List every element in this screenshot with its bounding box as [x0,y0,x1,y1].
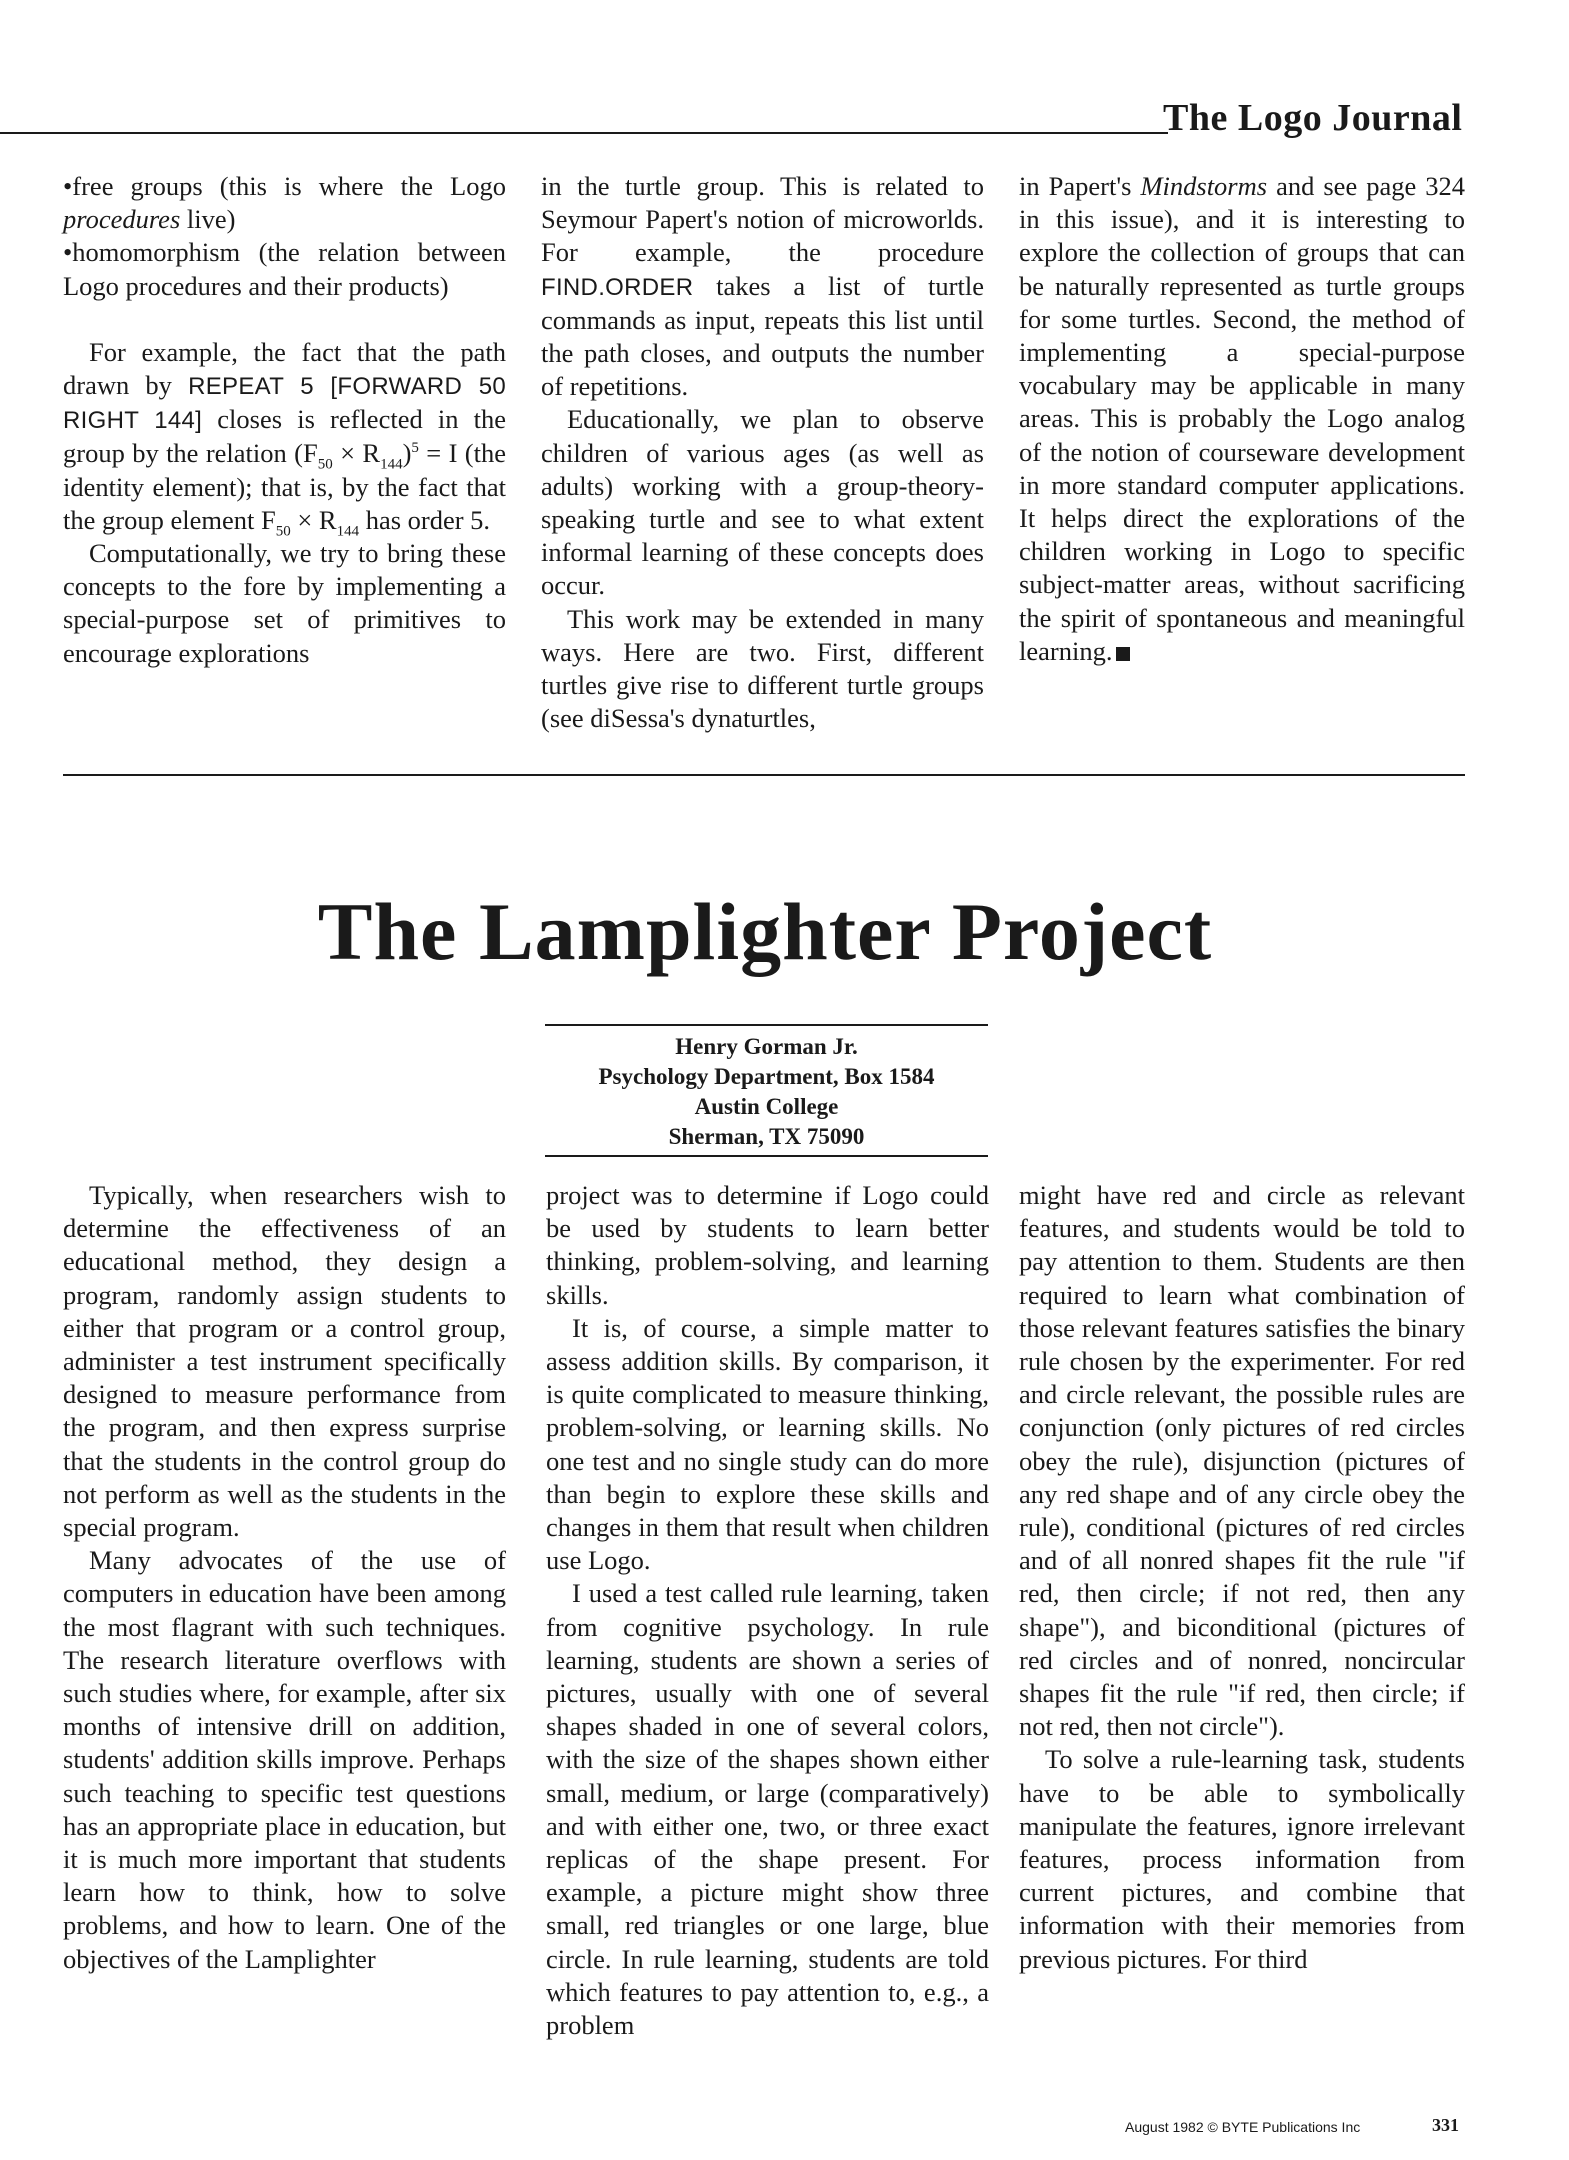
author-location: Sherman, TX 75090 [668,1124,865,1149]
bullet-homomorphism: •homomorphism (the relation between Logo procedures and their products) [63,237,506,301]
paragraph-solve-task: To solve a rule-learning task, students have to be able to symbolically manipulate the features, ignore irrelevant features, process information from current pictures, and combine that information with their memories from previous pictures. For third [1019,1744,1465,1974]
paragraph-typically: Typically, when researchers wish to determine the effectiveness of an educational method, they design a program, randomly assign students to either that program or a control group, administer a test instrument specifically designed to measure performance from the program, and then express surprise that the students in the control group do not perform as well as the students in the special program. [63,1180,506,1543]
bullet-free-groups: •free groups (this is where the Logo procedures live) [63,171,506,235]
paragraph-example: For example, the fact that the path drawn by REPEAT 5 [FORWARD 50 RIGHT 144] closes is reflected in the group by the relation $(F_{50} \times R_{144})^5 = I$ (the identity element); that is, by the fact that the group element $F_{50} \times R_{144}$ has order 5. [63,336,506,540]
byline-rule-top [545,1024,988,1026]
author-name: Henry Gorman Jr. [675,1034,858,1059]
paragraph-computationally: Computationally, we try to bring these concepts to the fore by implementing a special-purpose set of primitives to encourage explorations [63,538,506,668]
author-institution: Austin College [694,1094,839,1119]
top-column-2 [541,170,984,735]
bottom-column-3 [1019,1179,1465,1976]
bottom-column-1 [63,1179,506,1976]
paragraph-rule-learning: I used a test called rule learning, taken from cognitive psychology. In rule learning, students are shown a series of pictures, usually with one of several shapes shaded in one of several colors, with the size of the shapes shown either small, medium, or large (comparatively) and with either one, two, or three exact replicas of the shape present. For example, a picture might show three small, red triangles or one large, blue circle. In rule learning, students are told which features to pay attention to, e.g., a problem [546,1578,989,2041]
end-mark-icon [1116,647,1130,661]
paragraph-extended: This work may be extended in many ways. Here are two. First, different turtles give rise to different turtle groups (see diSessa's dynaturtles, [541,603,984,734]
section-divider [63,774,1465,776]
footer-credit: August 1982 © BYTE Publications Inc [1125,2119,1361,2135]
bottom-column-2 [546,1179,989,2042]
page-number: 331 [1432,2115,1459,2135]
top-column-3 [1019,170,1465,668]
top-column-1 [63,170,506,670]
byline [545,1032,988,1152]
paragraph-turtle-group: in the turtle group. This is related to Seymour Papert's notion of microworlds. For example, the procedure FIND.ORDER takes a list of turtle commands as input, repeats this list until the path closes, and outputs the number of repetitions. [541,171,984,402]
paragraph-mindstorms: in Papert's Mindstorms and see page 324 in this issue), and it is interesting to explore the collection of groups that can be naturally represented as turtle groups for some turtles. Second, the method of implementing a special-purpose vocabulary may be applicable in many areas. This is probably the Logo analog of the notion of courseware development in more standard computer applications. It helps direct the explorations of the children working in Logo to specific subject-matter areas, without sacrificing the spirit of spontaneous and meaningful learning. [1019,171,1466,666]
paragraph-relevant-features: might have red and circle as relevant features, and students would be told to pay attention to them. Students are then required to learn what combination of those relevant features satisfies the binary rule chosen by the experimenter. For red and circle relevant, the possible rules are conjunction (only pictures of red circles obey the rule), disjunction (pictures of any red shape and of any circle obey the rule), conditional (pictures of red circles and of all nonred shapes fit the rule "if red, then circle; if not red, then any shape"), and biconditional (pictures of red circles and of nonred, noncircular shapes fit the rule "if red, then circle; if not red, then not circle"). [1019,1180,1465,1742]
paragraph-project: project was to determine if Logo could be used by students to learn better thinking, problem-solving, and learning skills. [546,1180,989,1310]
article-title: The Lamplighter Project [317,886,1213,977]
paragraph-advocates: Many advocates of the use of computers in education have been among the most flagrant with such techniques. The research literature overflows with such studies where, for example, after six months of intensive drill on addition, students' addition skills improve. Perhaps such teaching to specific test questions has an appropriate place in education, but it is much more important that students learn how to think, how to solve problems, and how to learn. One of the objectives of the Lamplighter [63,1545,506,1974]
header-rule [0,132,1168,134]
author-affiliation: Psychology Department, Box 1584 [598,1064,935,1089]
byline-rule-bottom [545,1155,988,1157]
paragraph-educationally: Educationally, we plan to observe children of various ages (as well as adults) working with a group-theory-speaking turtle and see to what extent informal learning of these concepts does occur. [541,404,984,601]
journal-title: The Logo Journal [1163,97,1463,139]
paragraph-assess: It is, of course, a simple matter to assess addition skills. By comparison, it is quite complicated to measure thinking, problem-solving, or learning skills. No one test and no single study can do more than begin to explore these skills and changes in them that result when children use Logo. [546,1312,989,1576]
